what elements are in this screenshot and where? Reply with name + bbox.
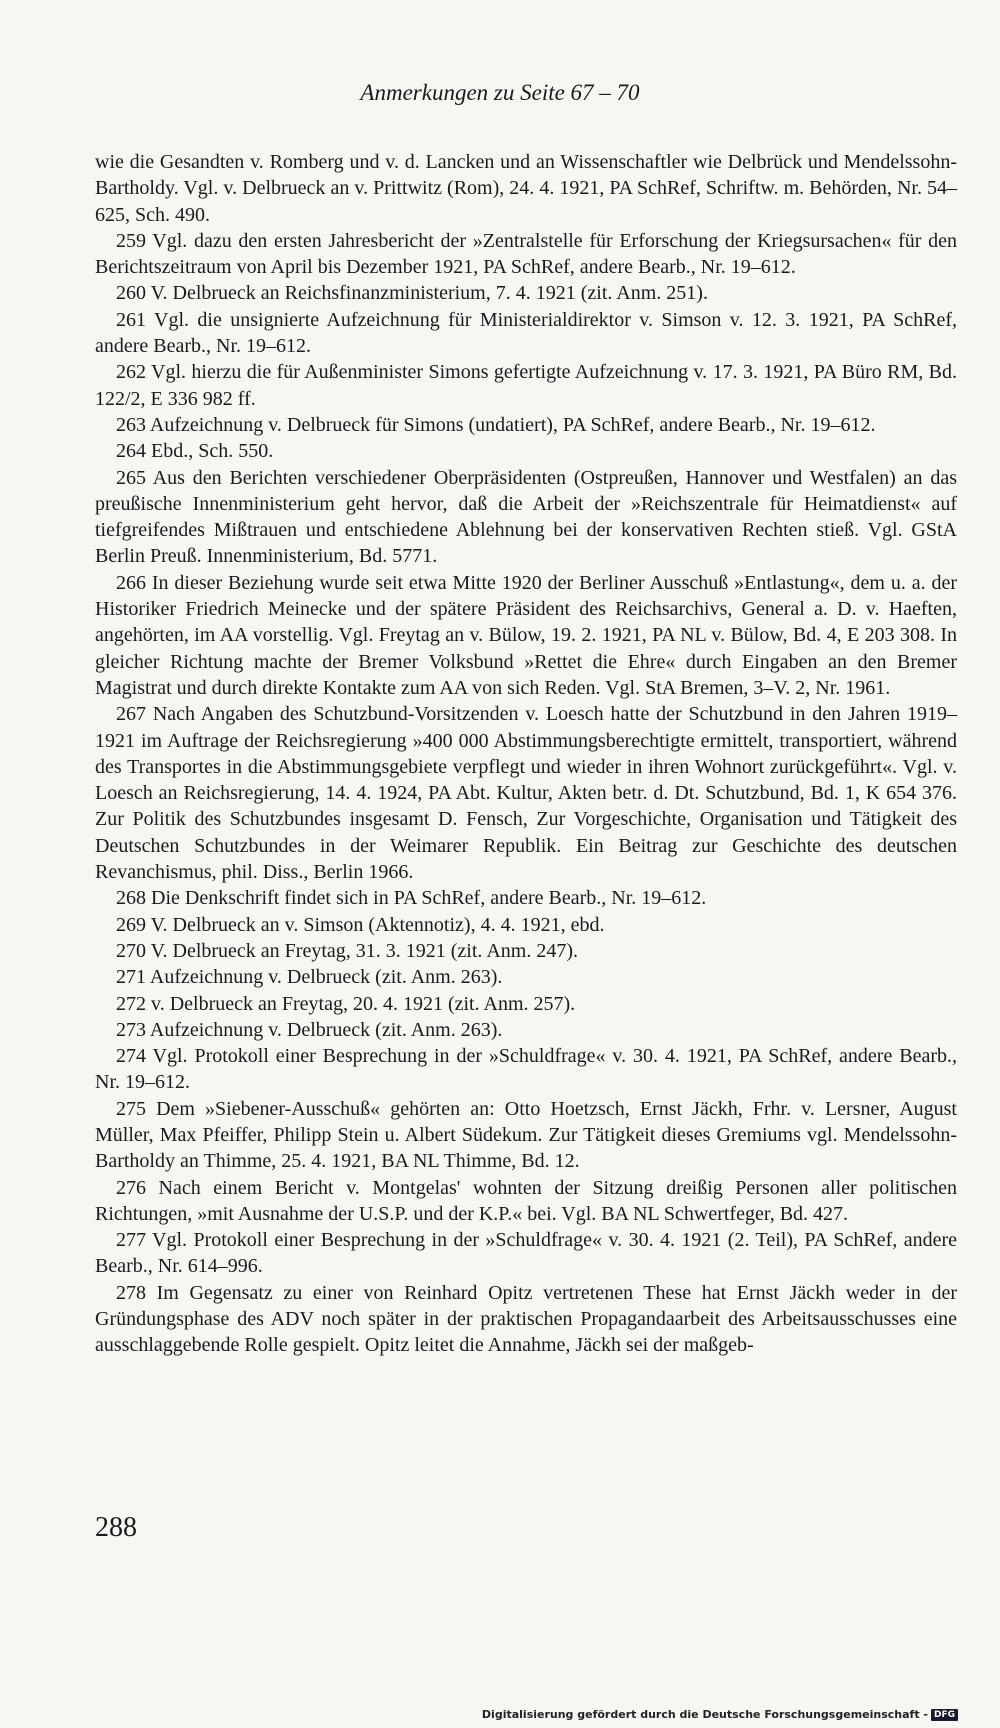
- footnote-275: 275 Dem »Siebener-Ausschuß« gehörten an: Otto Hoetzsch, Ernst Jäckh, Frhr. v. Lersner, August Müller, Max Pfeiffer, Philipp Stein u. Albert Südekum. Zur Tätigkeit dieses Gremiums vgl. Mendelssohn-Bartholdy an Thimme, 25. 4. 1921, BA NL Thimme, Bd. 12.: [95, 1097, 957, 1173]
- footnote-266: 266 In dieser Beziehung wurde seit etwa Mitte 1920 der Berliner Ausschuß »Entlastung«, dem u. a. der Historiker Friedrich Meinecke und der spätere Präsident des Reichsarchivs, General a. D. v. Haeften, angehörten, im AA vorstellig. Vgl. Freytag an v. Bülow, 19. 2. 1921, PA NL v. Bülow, Bd. 4, E 203 308. In gleicher Richtung machte der Bremer Volksbund »Rettet die Ehre« durch Eingaben an den Bremer Magistrat und durch direkte Kontakte zum AA von sich Reden. Vgl. StA Bremen, 3–V. 2, Nr. 1961.: [95, 571, 957, 699]
- dfg-logo: DFG: [931, 1709, 958, 1721]
- footnote-262: 262 Vgl. hierzu die für Außenminister Simons gefertigte Aufzeichnung v. 17. 3. 1921, PA Büro RM, Bd. 122/2, E 336 982 ff.: [95, 361, 957, 410]
- footnote-272: 272 v. Delbrueck an Freytag, 20. 4. 1921 (zit. Anm. 257).: [116, 992, 576, 1015]
- page-number: 288: [95, 1512, 137, 1543]
- footnote-273: 273 Aufzeichnung v. Delbrueck (zit. Anm. 263).: [116, 1018, 503, 1041]
- footnotes-block: [95, 149, 957, 1359]
- footnote-continuation: wie die Gesandten v. Romberg und v. d. Lancken und an Wissenschaftler wie Delbrück und Mendelssohn-Bartholdy. Vgl. v. Delbrueck an v. Prittwitz (Rom), 24. 4. 1921, PA SchRef, Schriftw. m. Behörden, Nr. 54–625, Sch. 490.: [95, 151, 957, 226]
- footnote-270: 270 V. Delbrueck an Freytag, 31. 3. 1921 (zit. Anm. 247).: [116, 939, 578, 962]
- footnote-269: 269 V. Delbrueck an v. Simson (Aktennotiz), 4. 4. 1921, ebd.: [116, 913, 605, 936]
- footnote-265: 265 Aus den Berichten verschiedener Oberpräsidenten (Ostpreußen, Hannover und Westfalen) an das preußische Innenministerium geht hervor, daß die Arbeit der »Reichszentrale für Heimatdienst« auf tiefgreifendes Mißtrauen und entschiedene Ablehnung bei der konservativen Rechten stieß. Vgl. GStA Berlin Preuß. Innenministerium, Bd. 5771.: [95, 466, 957, 568]
- footnote-271: 271 Aufzeichnung v. Delbrueck (zit. Anm. 263).: [116, 966, 503, 989]
- running-title: Anmerkungen zu Seite 67 – 70: [360, 80, 640, 105]
- footnote-276: 276 Nach einem Bericht v. Montgelas' wohnten der Sitzung dreißig Personen aller politischen Richtungen, »mit Ausnahme der U.S.P. und der K.P.« bei. Vgl. BA NL Schwertfeger, Bd. 427.: [95, 1176, 957, 1225]
- footnote-263: 263 Aufzeichnung v. Delbrueck für Simons (undatiert), PA SchRef, andere Bearb., Nr. 19–612.: [116, 413, 876, 436]
- footnote-268: 268 Die Denkschrift findet sich in PA SchRef, andere Bearb., Nr. 19–612.: [116, 887, 707, 910]
- footnote-261: 261 Vgl. die unsignierte Aufzeichnung für Ministerialdirektor v. Simson v. 12. 3. 1921, PA SchRef, andere Bearb., Nr. 19–612.: [95, 308, 957, 358]
- credit-text: Digitalisierung gefördert durch die Deutsche Forschungsgemeinschaft -: [481, 1708, 928, 1721]
- footnote-267: 267 Nach Angaben des Schutzbund-Vorsitzenden v. Loesch hatte der Schutzbund in den Jahren 1919–1921 im Auftrage der Reichsregierung »400 000 Abstimmungsberechtigte ermittelt, transportiert, während des Transportes in die Abstimmungsgebiete verpflegt und wieder in ihren Wohnort zurückgeführt«. Vgl. v. Loesch an Reichsregierung, 14. 4. 1924, PA Abt. Kultur, Akten betr. d. Dt. Schutzbund, Bd. 1, K 654 376. Zur Politik des Schutzbundes insgesamt D. Fensch, Zur Vorgeschichte, Organisation und Tätigkeit des Deutschen Schutzbundes in der Weimarer Republik. Ein Beitrag zur Geschichte des deutschen Revanchismus, phil. Diss., Berlin 1966.: [95, 703, 957, 884]
- digitization-credit: [482, 1708, 958, 1721]
- footnote-259: 259 Vgl. dazu den ersten Jahresbericht der »Zentralstelle für Erforschung der Kriegsursachen« für den Berichtszeitraum von April bis Dezember 1921, PA SchRef, andere Bearb., Nr. 19–612.: [95, 229, 957, 279]
- footnote-264: 264 Ebd., Sch. 550.: [116, 440, 274, 463]
- footnote-260: 260 V. Delbrueck an Reichsfinanzministerium, 7. 4. 1921 (zit. Anm. 251).: [116, 282, 708, 305]
- footnote-274: 274 Vgl. Protokoll einer Besprechung in der »Schuldfrage« v. 30. 4. 1921, PA SchRef, andere Bearb., Nr. 19–612.: [95, 1045, 957, 1094]
- footnote-277: 277 Vgl. Protokoll einer Besprechung in der »Schuldfrage« v. 30. 4. 1921 (2. Teil), PA SchRef, andere Bearb., Nr. 614–996.: [95, 1229, 957, 1278]
- footnote-278: 278 Im Gegensatz zu einer von Reinhard Opitz vertretenen These hat Ernst Jäckh weder in der Gründungsphase des ADV noch später in der praktischen Propagandaarbeit des Arbeitsausschusses eine ausschlaggebende Rolle gespielt. Opitz leitet die Annahme, Jäckh sei der maßgeb-: [95, 1281, 957, 1357]
